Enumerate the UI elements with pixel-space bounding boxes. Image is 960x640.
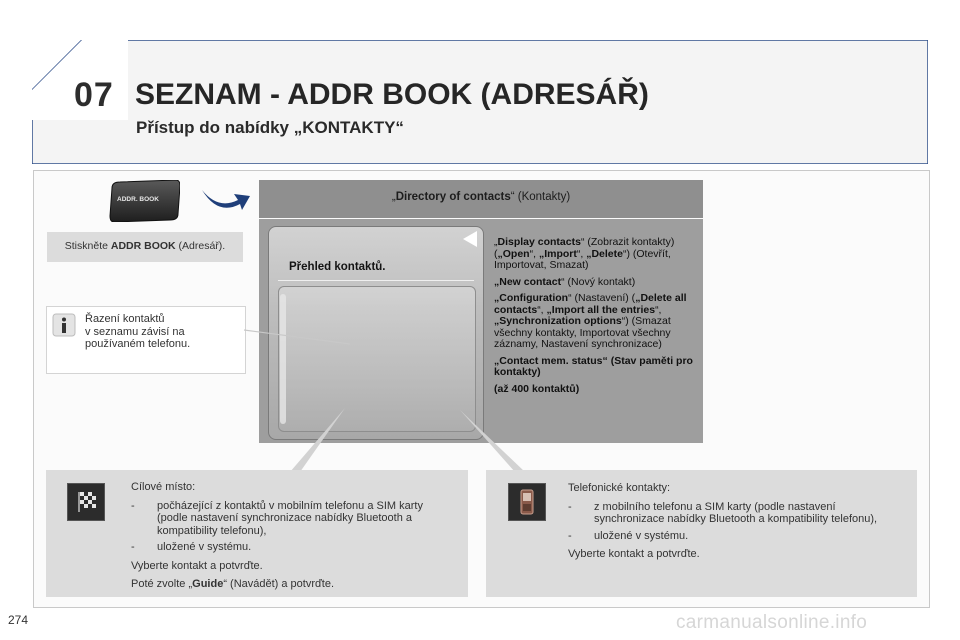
- menu-item-configuration: [494, 293, 699, 351]
- menu-item-new-contact: [494, 277, 699, 289]
- menu-bold: „Delete all contacts: [494, 292, 687, 316]
- info-note-text: [85, 313, 240, 351]
- menu-bold: Display contacts: [497, 236, 581, 248]
- menu-bold: „Contact mem. status: [494, 354, 603, 367]
- phone-contacts-info-text: [568, 482, 898, 567]
- menu-bold: „Import all the entries: [546, 303, 656, 316]
- menu-text: “) (Smazat všechny kontakty, Importovat všechny záznamy, Nastavení synchronizace): [494, 315, 671, 350]
- menu-text: “,: [537, 303, 547, 316]
- page-subtitle: Přístup do nabídky „KONTAKTY“: [136, 118, 404, 137]
- list-item: [568, 501, 898, 526]
- destination-guide: [131, 578, 451, 591]
- instruction-text: [47, 240, 243, 252]
- guide-prefix: Poté zvolte „: [131, 578, 193, 590]
- menu-text: “ (Zobrazit kontakty) (: [494, 236, 675, 260]
- list-item-text: uložené v systému.: [594, 529, 689, 542]
- screen-title-rest: “ (Kontakty): [510, 191, 571, 203]
- panel-divider: [278, 280, 474, 281]
- phone-contacts-list: [568, 501, 898, 543]
- menu-text: “ (Nový kontakt): [561, 275, 636, 288]
- menu-bold: „Open: [497, 247, 530, 260]
- quote-mark: „: [494, 236, 498, 248]
- destination-confirm: Vyberte kontakt a potvrďte.: [131, 559, 263, 572]
- info-note-line: v seznamu závisí na: [85, 325, 185, 338]
- bullet-dash: -: [131, 541, 135, 553]
- instruction-key: ADDR BOOK: [110, 240, 176, 252]
- list-item-text: z mobilního telefonu a SIM karty (podle nastavení synchronizace nabídky Bluetooth a kompatibility telefonu),: [594, 500, 878, 525]
- phone-contacts-heading: Telefonické kontakty:: [568, 482, 671, 494]
- guide-suffix: “ (Navádět) a potvrďte.: [223, 578, 335, 590]
- curved-arrow-icon: [200, 180, 252, 212]
- menu-bold: “ (Stav paměti pro kontakty): [494, 354, 693, 378]
- watermark: carmanualsonline.info: [676, 612, 868, 633]
- list-item-text: uložené v systému.: [157, 541, 252, 553]
- info-icon: [52, 313, 76, 337]
- menu-bold: „Configuration: [494, 292, 569, 304]
- back-arrow-icon[interactable]: [463, 231, 477, 247]
- page-number: 274: [8, 613, 29, 627]
- menu-bold: „Synchronization options: [494, 315, 622, 327]
- instruction-suffix: (Adresář).: [175, 240, 226, 252]
- menu-text: “) (Otevřít, Importovat, Smazat): [494, 247, 671, 271]
- page-title: SEZNAM - ADDR BOOK (ADRESÁŘ): [135, 78, 649, 111]
- phone-contacts-confirm: Vyberte kontakt a potvrďte.: [568, 548, 700, 560]
- bullet-dash: -: [131, 499, 135, 512]
- destination-list: [131, 500, 451, 554]
- list-item: [568, 530, 898, 543]
- menu-text: “ (Nastavení) (: [568, 292, 636, 304]
- menu-text: “,: [655, 303, 662, 316]
- checkered-flag-icon: [67, 483, 105, 521]
- list-item: [131, 541, 451, 554]
- list-item: [131, 500, 451, 538]
- destination-info-text: [131, 481, 451, 597]
- info-note-line: Řazení kontaktů: [85, 313, 165, 325]
- menu-description: [494, 237, 699, 400]
- menu-item-capacity: (až 400 kontaktů): [494, 382, 580, 395]
- contacts-list-area[interactable]: [278, 286, 476, 432]
- addr-book-button-label: ADDR. BOOK: [117, 196, 159, 203]
- mobile-phone-icon: [508, 483, 546, 521]
- menu-text: “,: [529, 247, 539, 260]
- menu-text: “,: [576, 247, 587, 260]
- scrollbar[interactable]: [280, 294, 286, 424]
- list-item-text: počházející z kontaktů v mobilním telefonu a SIM karty (podle nastavení synchronizace nabídky Bluetooth a kompatibility telefonu),: [157, 499, 423, 537]
- menu-bold: „Import: [538, 247, 577, 260]
- info-note-line: používaném telefonu.: [85, 338, 191, 350]
- destination-heading: Cílové místo:: [131, 481, 196, 493]
- menu-item-contact-mem-status: [494, 356, 699, 379]
- menu-bold: „Delete: [586, 247, 623, 260]
- guide-bold: Guide: [192, 578, 224, 590]
- screen-title-bold: Directory of contacts: [395, 191, 511, 203]
- bullet-dash: -: [568, 500, 572, 513]
- menu-item-display-contacts: [494, 237, 699, 272]
- instruction-prefix: Stiskněte: [64, 240, 111, 252]
- quote-mark: „: [391, 191, 396, 203]
- bullet-dash: -: [568, 529, 572, 542]
- chapter-number: 07: [74, 76, 114, 114]
- contacts-panel-title: Přehled kontaktů.: [289, 261, 386, 273]
- menu-bold: „New contact: [494, 275, 562, 288]
- screen-title: [259, 191, 703, 203]
